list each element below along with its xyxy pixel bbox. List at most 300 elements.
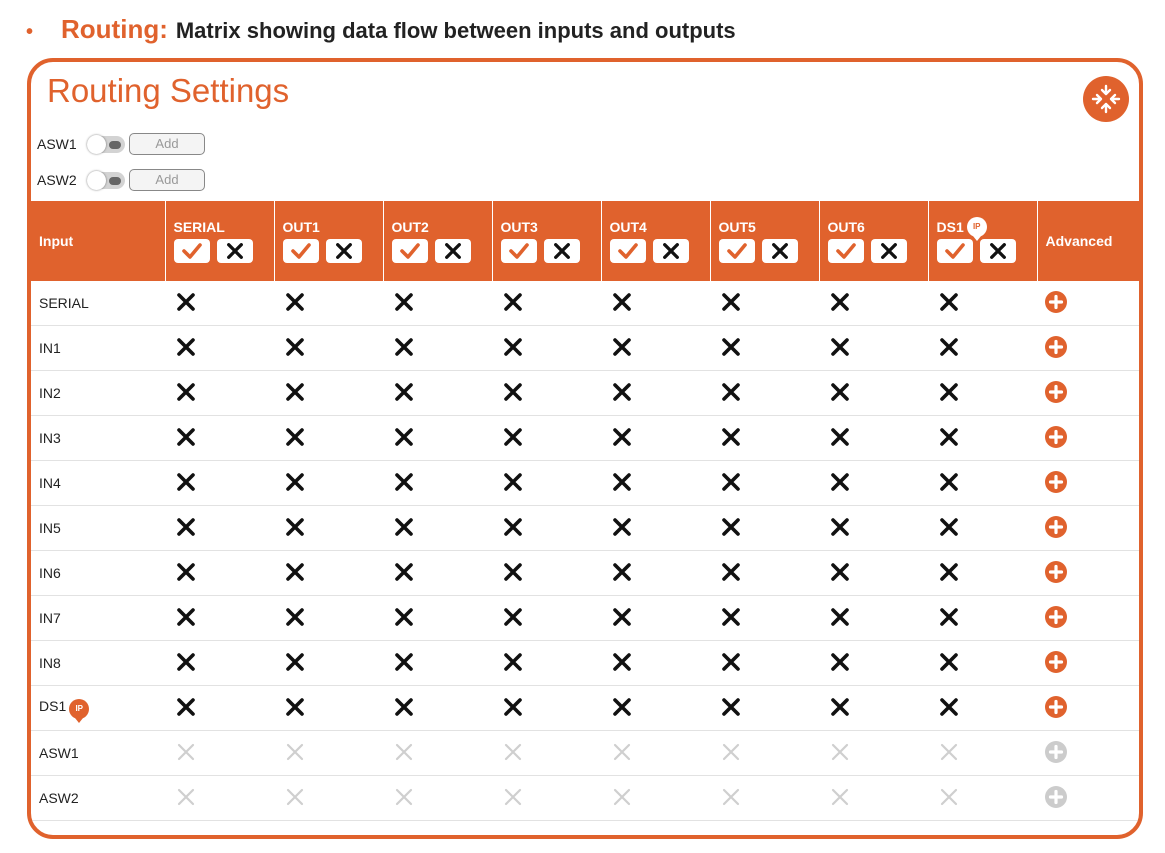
- route-off-x-icon[interactable]: [502, 696, 524, 718]
- route-cell: [492, 641, 601, 686]
- route-cell: [601, 461, 710, 506]
- advanced-cell: [1037, 551, 1139, 596]
- route-off-x-icon[interactable]: [938, 336, 960, 358]
- route-cell: [928, 596, 1037, 641]
- route-cell: [383, 641, 492, 686]
- route-cell: [928, 461, 1037, 506]
- advanced-plus-icon[interactable]: [1045, 426, 1067, 448]
- route-off-x-icon: [611, 741, 633, 763]
- switch-label: ASW1: [37, 136, 77, 152]
- route-off-x-icon[interactable]: [720, 291, 742, 313]
- route-off-x-icon[interactable]: [393, 381, 415, 403]
- row-label: IN1: [39, 340, 61, 356]
- asw2-add-button[interactable]: Add: [129, 169, 205, 191]
- route-cell: [492, 371, 601, 416]
- route-off-x-icon[interactable]: [175, 516, 197, 538]
- row-label: IN6: [39, 565, 61, 581]
- page-title: Routing Settings: [47, 72, 290, 109]
- advanced-plus-icon[interactable]: [1045, 381, 1067, 403]
- route-off-x-icon[interactable]: [938, 696, 960, 718]
- route-off-x-icon: [284, 741, 306, 763]
- table-header-row: [31, 201, 1139, 281]
- route-off-x-icon[interactable]: [720, 471, 742, 493]
- route-cell: [274, 731, 383, 776]
- row-input-name: [31, 776, 165, 821]
- route-cell: [928, 776, 1037, 821]
- route-off-x-icon[interactable]: [175, 696, 197, 718]
- section-heading: [26, 14, 736, 50]
- column-header-out5: [710, 201, 819, 281]
- column-header-serial: [165, 201, 274, 281]
- route-off-x-icon[interactable]: [720, 426, 742, 448]
- row-input-name: [31, 641, 165, 686]
- clear-all-x-icon[interactable]: [544, 239, 580, 263]
- route-cell: [383, 776, 492, 821]
- advanced-cell: [1037, 686, 1139, 731]
- route-off-x-icon[interactable]: [284, 426, 306, 448]
- select-all-check-icon[interactable]: [501, 239, 537, 263]
- table-row: [31, 596, 1139, 641]
- route-cell: [601, 641, 710, 686]
- routing-panel: [27, 58, 1143, 839]
- route-off-x-icon[interactable]: [502, 426, 524, 448]
- route-off-x-icon[interactable]: [720, 696, 742, 718]
- route-cell: [492, 281, 601, 326]
- route-off-x-icon[interactable]: [175, 336, 197, 358]
- route-cell: [601, 776, 710, 821]
- route-cell: [601, 281, 710, 326]
- column-header-label: OUT5: [718, 219, 756, 235]
- route-cell: [710, 281, 819, 326]
- switch-row-asw2: [37, 168, 205, 192]
- route-cell: [819, 416, 928, 461]
- route-cell: [928, 551, 1037, 596]
- route-off-x-icon: [720, 741, 742, 763]
- route-off-x-icon[interactable]: [720, 336, 742, 358]
- route-off-x-icon[interactable]: [720, 651, 742, 673]
- route-off-x-icon[interactable]: [393, 291, 415, 313]
- route-off-x-icon[interactable]: [829, 696, 851, 718]
- clear-all-x-icon[interactable]: [980, 239, 1016, 263]
- route-cell: [601, 731, 710, 776]
- route-off-x-icon[interactable]: [393, 516, 415, 538]
- route-cell: [383, 461, 492, 506]
- route-cell: [819, 596, 928, 641]
- route-off-x-icon[interactable]: [611, 696, 633, 718]
- route-cell: [819, 506, 928, 551]
- advanced-plus-icon[interactable]: [1045, 696, 1067, 718]
- route-cell: [710, 641, 819, 686]
- advanced-cell: [1037, 776, 1139, 821]
- route-cell: [710, 416, 819, 461]
- route-off-x-icon[interactable]: [175, 426, 197, 448]
- advanced-plus-icon[interactable]: [1045, 516, 1067, 538]
- route-off-x-icon[interactable]: [502, 291, 524, 313]
- route-off-x-icon[interactable]: [611, 606, 633, 628]
- route-cell: [274, 281, 383, 326]
- route-cell: [274, 776, 383, 821]
- select-all-check-icon[interactable]: [937, 239, 973, 263]
- row-input-name: [31, 281, 165, 326]
- route-cell: [710, 461, 819, 506]
- route-cell: [383, 731, 492, 776]
- column-header-label: OUT6: [827, 219, 865, 235]
- advanced-column-header: [1037, 201, 1139, 281]
- route-off-x-icon: [175, 786, 197, 808]
- route-off-x-icon[interactable]: [175, 471, 197, 493]
- route-off-x-icon[interactable]: [938, 651, 960, 673]
- route-cell: [928, 731, 1037, 776]
- route-off-x-icon[interactable]: [829, 336, 851, 358]
- route-off-x-icon[interactable]: [720, 561, 742, 583]
- route-off-x-icon[interactable]: [611, 471, 633, 493]
- heading-term: Routing:: [61, 14, 168, 44]
- advanced-cell: [1037, 416, 1139, 461]
- route-cell: [819, 551, 928, 596]
- route-off-x-icon[interactable]: [720, 381, 742, 403]
- route-cell: [492, 461, 601, 506]
- route-off-x-icon[interactable]: [720, 516, 742, 538]
- route-cell: [492, 731, 601, 776]
- route-off-x-icon[interactable]: [284, 516, 306, 538]
- select-all-check-icon[interactable]: [828, 239, 864, 263]
- route-off-x-icon[interactable]: [284, 606, 306, 628]
- route-off-x-icon[interactable]: [938, 606, 960, 628]
- route-off-x-icon[interactable]: [175, 381, 197, 403]
- route-off-x-icon[interactable]: [611, 651, 633, 673]
- row-label: IN8: [39, 655, 61, 671]
- advanced-plus-icon[interactable]: [1045, 291, 1067, 313]
- advanced-cell: [1037, 731, 1139, 776]
- route-cell: [601, 371, 710, 416]
- row-input-name: [31, 506, 165, 551]
- route-cell: [165, 686, 274, 731]
- table-row: [31, 371, 1139, 416]
- column-header-out2: [383, 201, 492, 281]
- route-cell: [819, 281, 928, 326]
- table-row: [31, 551, 1139, 596]
- route-cell: [383, 281, 492, 326]
- route-off-x-icon: [502, 741, 524, 763]
- route-off-x-icon[interactable]: [284, 651, 306, 673]
- route-off-x-icon[interactable]: [502, 381, 524, 403]
- route-cell: [492, 416, 601, 461]
- row-label: DS1: [39, 697, 67, 714]
- route-cell: [492, 776, 601, 821]
- route-cell: [710, 686, 819, 731]
- row-input-name: [31, 731, 165, 776]
- route-cell: [710, 326, 819, 371]
- route-off-x-icon[interactable]: [829, 291, 851, 313]
- route-off-x-icon[interactable]: [938, 561, 960, 583]
- column-header-out3: [492, 201, 601, 281]
- route-cell: [601, 506, 710, 551]
- column-header-label: OUT1: [282, 219, 320, 235]
- column-header-label: OUT4: [609, 219, 647, 235]
- asw1-toggle[interactable]: [87, 136, 125, 153]
- route-cell: [819, 326, 928, 371]
- route-cell: [492, 686, 601, 731]
- route-off-x-icon[interactable]: [393, 696, 415, 718]
- route-cell: [383, 686, 492, 731]
- route-off-x-icon[interactable]: [829, 651, 851, 673]
- route-off-x-icon: [938, 741, 960, 763]
- route-off-x-icon[interactable]: [611, 336, 633, 358]
- route-off-x-icon: [829, 741, 851, 763]
- route-cell: [274, 596, 383, 641]
- route-cell: [819, 641, 928, 686]
- route-cell: [819, 686, 928, 731]
- route-cell: [819, 371, 928, 416]
- route-cell: [928, 416, 1037, 461]
- route-off-x-icon[interactable]: [611, 561, 633, 583]
- table-row: [31, 506, 1139, 551]
- route-cell: [383, 371, 492, 416]
- row-input-name: [31, 461, 165, 506]
- route-off-x-icon[interactable]: [502, 561, 524, 583]
- advanced-cell: [1037, 596, 1139, 641]
- column-header-label: DS1: [936, 219, 964, 235]
- route-cell: [165, 776, 274, 821]
- route-off-x-icon[interactable]: [938, 471, 960, 493]
- route-cell: [819, 461, 928, 506]
- route-cell: [165, 551, 274, 596]
- advanced-plus-icon[interactable]: [1045, 651, 1067, 673]
- asw2-toggle[interactable]: [87, 172, 125, 189]
- route-off-x-icon[interactable]: [175, 606, 197, 628]
- route-off-x-icon[interactable]: [175, 651, 197, 673]
- routing-matrix: [31, 201, 1139, 821]
- route-cell: [274, 326, 383, 371]
- switch-label: ASW2: [37, 172, 77, 188]
- table-row: [31, 416, 1139, 461]
- row-label: ASW1: [39, 745, 79, 761]
- row-input-name: [31, 326, 165, 371]
- row-input-name: [31, 596, 165, 641]
- route-cell: [710, 731, 819, 776]
- table-row: [31, 461, 1139, 506]
- route-cell: [928, 281, 1037, 326]
- advanced-plus-icon[interactable]: [1045, 336, 1067, 358]
- route-off-x-icon: [502, 786, 524, 808]
- route-off-x-icon[interactable]: [393, 336, 415, 358]
- route-off-x-icon[interactable]: [938, 426, 960, 448]
- route-cell: [165, 641, 274, 686]
- select-all-check-icon[interactable]: [610, 239, 646, 263]
- select-all-check-icon[interactable]: [283, 239, 319, 263]
- route-cell: [492, 596, 601, 641]
- route-off-x-icon[interactable]: [502, 651, 524, 673]
- route-cell: [601, 326, 710, 371]
- route-cell: [492, 551, 601, 596]
- route-cell: [274, 686, 383, 731]
- route-cell: [928, 371, 1037, 416]
- route-off-x-icon: [720, 786, 742, 808]
- route-off-x-icon[interactable]: [284, 696, 306, 718]
- ip-pin-icon: IP: [967, 217, 987, 237]
- route-cell: [274, 551, 383, 596]
- advanced-cell: [1037, 281, 1139, 326]
- advanced-plus-icon[interactable]: [1045, 561, 1067, 583]
- route-cell: [165, 326, 274, 371]
- route-cell: [710, 776, 819, 821]
- select-all-check-icon[interactable]: [719, 239, 755, 263]
- route-off-x-icon[interactable]: [502, 336, 524, 358]
- route-off-x-icon[interactable]: [175, 561, 197, 583]
- route-cell: [274, 371, 383, 416]
- route-off-x-icon[interactable]: [284, 381, 306, 403]
- ip-pin-icon: IP: [69, 699, 89, 719]
- row-input-name: [31, 416, 165, 461]
- route-cell: [383, 551, 492, 596]
- route-off-x-icon[interactable]: [393, 606, 415, 628]
- advanced-header-label: Advanced: [1045, 233, 1113, 249]
- route-cell: [928, 326, 1037, 371]
- table-row: [31, 776, 1139, 821]
- column-header-label: OUT3: [500, 219, 538, 235]
- advanced-cell: [1037, 326, 1139, 371]
- route-off-x-icon[interactable]: [829, 516, 851, 538]
- route-cell: [383, 506, 492, 551]
- route-off-x-icon: [175, 741, 197, 763]
- table-row: [31, 641, 1139, 686]
- route-off-x-icon[interactable]: [829, 381, 851, 403]
- route-cell: [274, 461, 383, 506]
- bullet: •: [26, 21, 34, 43]
- route-cell: [928, 686, 1037, 731]
- clear-all-x-icon[interactable]: [217, 239, 253, 263]
- route-cell: [819, 731, 928, 776]
- row-label: SERIAL: [39, 295, 89, 311]
- route-off-x-icon[interactable]: [502, 471, 524, 493]
- row-label: IN5: [39, 520, 61, 536]
- route-off-x-icon[interactable]: [829, 471, 851, 493]
- advanced-plus-icon[interactable]: [1045, 471, 1067, 493]
- route-off-x-icon[interactable]: [829, 426, 851, 448]
- column-header-out6: [819, 201, 928, 281]
- row-label: IN4: [39, 475, 61, 491]
- route-cell: [165, 281, 274, 326]
- route-off-x-icon[interactable]: [829, 561, 851, 583]
- advanced-cell: [1037, 371, 1139, 416]
- route-off-x-icon[interactable]: [502, 516, 524, 538]
- route-off-x-icon[interactable]: [938, 291, 960, 313]
- advanced-plus-icon: [1045, 786, 1067, 808]
- route-off-x-icon: [611, 786, 633, 808]
- advanced-cell: [1037, 461, 1139, 506]
- route-cell: [710, 371, 819, 416]
- route-off-x-icon[interactable]: [611, 381, 633, 403]
- route-off-x-icon: [393, 786, 415, 808]
- select-all-check-icon[interactable]: [174, 239, 210, 263]
- clear-all-x-icon[interactable]: [435, 239, 471, 263]
- route-cell: [274, 641, 383, 686]
- column-header-out1: [274, 201, 383, 281]
- advanced-cell: [1037, 506, 1139, 551]
- row-label: IN7: [39, 610, 61, 626]
- route-cell: [928, 506, 1037, 551]
- clear-all-x-icon[interactable]: [326, 239, 362, 263]
- route-cell: [274, 506, 383, 551]
- clear-all-x-icon[interactable]: [871, 239, 907, 263]
- row-label: IN3: [39, 430, 61, 446]
- clear-all-x-icon[interactable]: [762, 239, 798, 263]
- route-cell: [710, 596, 819, 641]
- route-off-x-icon[interactable]: [829, 606, 851, 628]
- route-cell: [165, 371, 274, 416]
- table-row: [31, 281, 1139, 326]
- advanced-plus-icon: [1045, 741, 1067, 763]
- route-off-x-icon[interactable]: [393, 471, 415, 493]
- row-label: ASW2: [39, 790, 79, 806]
- route-cell: [274, 416, 383, 461]
- route-off-x-icon[interactable]: [611, 426, 633, 448]
- route-off-x-icon[interactable]: [284, 336, 306, 358]
- route-cell: [492, 506, 601, 551]
- route-off-x-icon[interactable]: [284, 561, 306, 583]
- route-off-x-icon[interactable]: [611, 516, 633, 538]
- switch-row-asw1: [37, 132, 205, 156]
- route-off-x-icon[interactable]: [393, 426, 415, 448]
- route-cell: [601, 416, 710, 461]
- advanced-cell: [1037, 641, 1139, 686]
- route-cell: [165, 596, 274, 641]
- column-header-ds1: [928, 201, 1037, 281]
- route-cell: [165, 506, 274, 551]
- route-off-x-icon: [938, 786, 960, 808]
- route-off-x-icon[interactable]: [393, 651, 415, 673]
- route-cell: [165, 731, 274, 776]
- column-header-label: OUT2: [391, 219, 429, 235]
- route-cell: [383, 416, 492, 461]
- route-cell: [601, 596, 710, 641]
- route-off-x-icon[interactable]: [175, 291, 197, 313]
- asw1-add-button[interactable]: Add: [129, 133, 205, 155]
- routing-arrows-icon[interactable]: [1083, 76, 1129, 122]
- route-off-x-icon[interactable]: [938, 381, 960, 403]
- clear-all-x-icon[interactable]: [653, 239, 689, 263]
- route-off-x-icon[interactable]: [938, 516, 960, 538]
- route-cell: [601, 551, 710, 596]
- select-all-check-icon[interactable]: [392, 239, 428, 263]
- route-off-x-icon[interactable]: [284, 291, 306, 313]
- route-cell: [383, 326, 492, 371]
- route-off-x-icon[interactable]: [611, 291, 633, 313]
- table-row: [31, 686, 1139, 731]
- route-cell: [710, 506, 819, 551]
- route-off-x-icon[interactable]: [720, 606, 742, 628]
- route-cell: [165, 461, 274, 506]
- row-input-name: [31, 371, 165, 416]
- column-header-label: SERIAL: [173, 219, 225, 235]
- route-cell: [601, 686, 710, 731]
- row-label: IN2: [39, 385, 61, 401]
- row-input-name: [31, 551, 165, 596]
- route-cell: [165, 416, 274, 461]
- advanced-plus-icon[interactable]: [1045, 606, 1067, 628]
- table-row: [31, 326, 1139, 371]
- route-off-x-icon: [284, 786, 306, 808]
- input-column-header: [31, 201, 165, 281]
- column-header-out4: [601, 201, 710, 281]
- route-cell: [710, 551, 819, 596]
- route-off-x-icon[interactable]: [393, 561, 415, 583]
- route-off-x-icon[interactable]: [502, 606, 524, 628]
- heading-description: Matrix showing data flow between inputs and outputs: [175, 18, 736, 43]
- route-off-x-icon: [829, 786, 851, 808]
- route-off-x-icon[interactable]: [284, 471, 306, 493]
- route-off-x-icon: [393, 741, 415, 763]
